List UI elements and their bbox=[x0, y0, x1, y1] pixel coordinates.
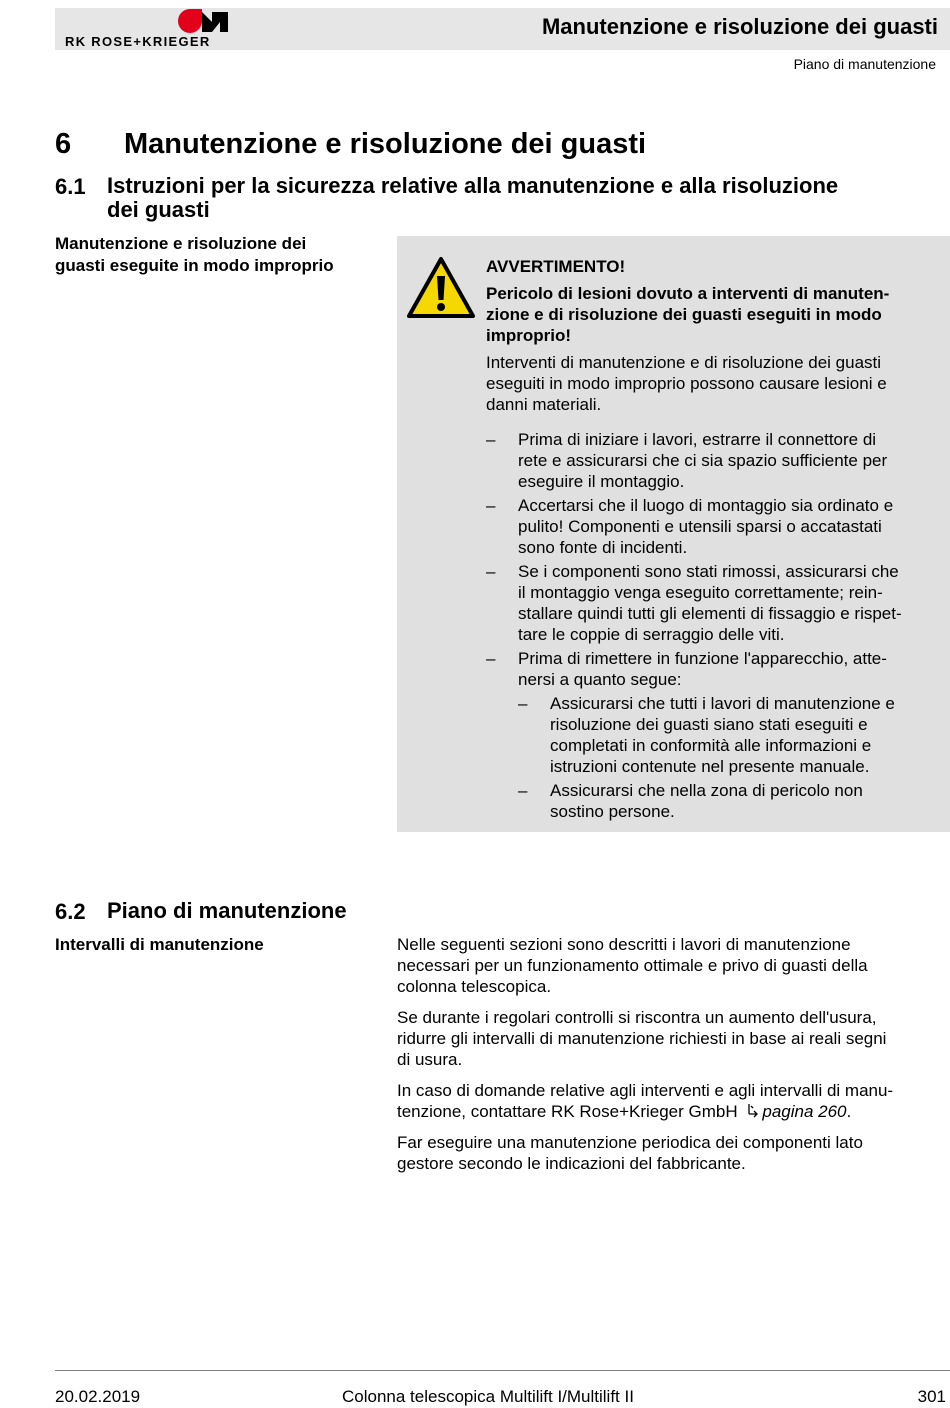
footer-page-number: 301 bbox=[917, 1387, 946, 1406]
rk-logo-icon bbox=[62, 8, 232, 34]
chapter-title: Manutenzione e risoluzione dei guasti bbox=[124, 128, 647, 160]
footer-date: 20.02.2019 bbox=[55, 1387, 141, 1406]
brand-logo bbox=[62, 8, 232, 50]
list-item: – Accertarsi che il luogo di montaggio sia ordinato e pulito! Componenti e utensili sparsi o accatastati sono fonte di incidenti. bbox=[486, 496, 894, 557]
paragraph: Nelle seguenti sezioni sono descritti i lavori di manutenzione necessari per un funzionamento ottimale e privo di guasti della colonna telescopica. bbox=[397, 935, 868, 996]
warning-triangle-icon bbox=[406, 256, 476, 319]
sub-list-item: – Assicurarsi che tutti i lavori di manutenzione e risoluzione dei guasti siano stati eseguiti e completati in conformità alle informazioni e istruzioni contenute nel presente manuale. bbox=[518, 694, 895, 776]
section-title: Istruzioni per la sicurezza relative alla manutenzione e alla risoluzione dei guasti bbox=[107, 173, 839, 222]
section-number: 6.2 bbox=[55, 899, 86, 924]
list-item: – Prima di rimettere in funzione l'apparecchio, atte- nersi a quanto segue: bbox=[486, 649, 887, 689]
header-subtitle: Piano di manutenzione bbox=[793, 56, 936, 72]
page-reference-link[interactable]: pagina 260 bbox=[762, 1102, 847, 1121]
footer-product: Colonna telescopica Multilift I/Multilift II bbox=[342, 1387, 634, 1406]
warning-signal-word: AVVERTIMENTO! bbox=[486, 257, 626, 276]
warning-hazard: Pericolo di lesioni dovuto a interventi di manuten- zione e di risoluzione dei guasti eseguiti in modo improprio! bbox=[486, 284, 890, 345]
section-title: Piano di manutenzione bbox=[107, 898, 347, 923]
section-number: 6.1 bbox=[55, 174, 86, 199]
brand-name: RK ROSE+KRIEGER bbox=[65, 34, 211, 49]
side-label: Intervalli di manutenzione bbox=[55, 935, 264, 954]
section-body bbox=[397, 934, 942, 1184]
chapter-heading bbox=[55, 128, 646, 161]
warning-text bbox=[486, 256, 938, 825]
warning-measures-list bbox=[486, 429, 938, 822]
chapter-number: 6 bbox=[55, 128, 72, 160]
footer-divider bbox=[55, 1370, 950, 1371]
warning-consequence: Interventi di manutenzione e di risoluzione dei guasti eseguiti in modo improprio possono causare lesioni e danni materiali. bbox=[486, 353, 887, 414]
paragraph: In caso di domande relative agli interventi e agli intervalli di manu- tenzione, contattare RK Rose+Krieger GmbH pagina 260. bbox=[397, 1081, 894, 1121]
list-item: – Prima di iniziare i lavori, estrarre il connettore di rete e assicurarsi che ci sia spazio sufficiente per eseguire il montaggio. bbox=[486, 430, 888, 491]
cross-reference-icon bbox=[746, 1103, 760, 1119]
side-label: Manutenzione e risoluzione dei guasti eseguite in modo improprio bbox=[55, 234, 334, 275]
paragraph: Se durante i regolari controlli si riscontra un aumento dell'usura, ridurre gli intervalli di manutenzione richiesti in base ai reali segni di usura. bbox=[397, 1008, 887, 1069]
sub-list-item: – Assicurarsi che nella zona di pericolo non sostino persone. bbox=[518, 781, 863, 821]
paragraph: Far eseguire una manutenzione periodica dei componenti lato gestore secondo le indicazioni del fabbricante. bbox=[397, 1133, 863, 1173]
header-title: Manutenzione e risoluzione dei guasti bbox=[541, 14, 938, 39]
list-item: – Se i componenti sono stati rimossi, assicurarsi che il montaggio venga eseguito correttamente; rein- stallare quindi tutti gli elementi di fissaggio e rispet- tare le coppie di serraggio delle viti. bbox=[486, 562, 902, 644]
